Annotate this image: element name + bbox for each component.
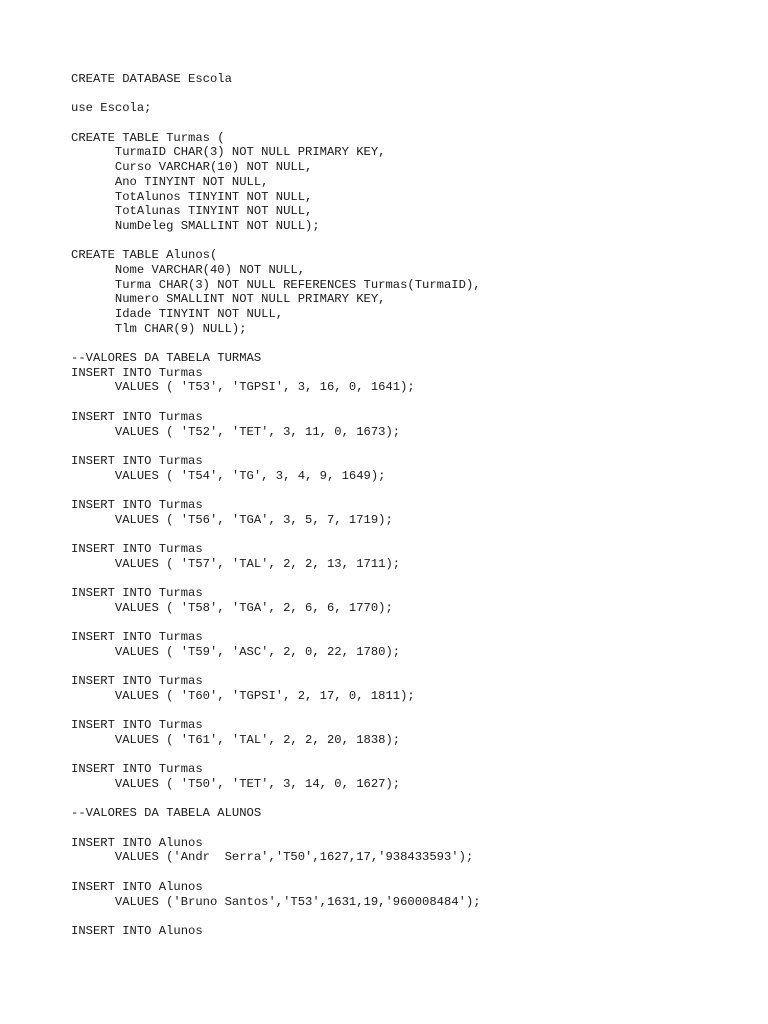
code-line: Curso VARCHAR(10) NOT NULL, xyxy=(71,160,313,175)
code-line: VALUES ( 'T61', 'TAL', 2, 2, 20, 1838); xyxy=(71,732,401,747)
code-line: Ano TINYINT NOT NULL, xyxy=(71,174,269,189)
code-line: VALUES ( 'T54', 'TG', 3, 4, 9, 1649); xyxy=(71,468,386,483)
code-line: VALUES ( 'T53', 'TGPSI', 3, 16, 0, 1641); xyxy=(71,380,415,395)
code-line: VALUES ( 'T57', 'TAL', 2, 2, 13, 1711); xyxy=(71,556,401,571)
code-line xyxy=(71,571,751,586)
code-line: INSERT INTO Turmas xyxy=(71,586,203,601)
code-line: INSERT INTO Turmas xyxy=(71,718,203,733)
code-line xyxy=(71,865,751,880)
code-line: VALUES ( 'T60', 'TGPSI', 2, 17, 0, 1811); xyxy=(71,688,415,703)
code-line: --VALORES DA TABELA TURMAS xyxy=(71,351,262,366)
code-line xyxy=(71,527,751,542)
code-line: INSERT INTO Alunos xyxy=(71,923,203,938)
code-line: INSERT INTO Turmas xyxy=(71,497,203,512)
code-line: VALUES ( 'T56', 'TGA', 3, 5, 7, 1719); xyxy=(71,512,393,527)
code-line: INSERT INTO Turmas xyxy=(71,365,203,380)
code-line xyxy=(71,909,751,924)
code-line: CREATE TABLE Alunos( xyxy=(71,248,218,263)
code-line xyxy=(71,748,751,763)
code-line: TotAlunas TINYINT NOT NULL, xyxy=(71,204,313,219)
code-line: Tlm CHAR(9) NULL); xyxy=(71,321,247,336)
code-line: VALUES ('Bruno Santos','T53',1631,19,'960008484'); xyxy=(71,894,481,909)
code-line: VALUES ( 'T59', 'ASC', 2, 0, 22, 1780); xyxy=(71,644,401,659)
code-line xyxy=(71,87,751,102)
code-line: Idade TINYINT NOT NULL, xyxy=(71,307,284,321)
code-line: INSERT INTO Turmas xyxy=(71,762,203,777)
sql-document xyxy=(71,72,751,939)
code-line: Numero SMALLINT NOT NULL PRIMARY KEY, xyxy=(71,292,386,307)
code-line: --VALORES DA TABELA ALUNOS xyxy=(71,806,262,821)
code-line: Turma CHAR(3) NOT NULL REFERENCES Turmas(TurmaID), xyxy=(71,277,481,292)
code-line: INSERT INTO Turmas xyxy=(71,674,203,689)
code-line: VALUES ('Andr Serra','T50',1627,17,'938433593'); xyxy=(71,850,474,865)
code-line: CREATE TABLE Turmas ( xyxy=(71,130,225,145)
code-line xyxy=(71,116,751,131)
code-line xyxy=(71,483,751,498)
code-line: INSERT INTO Alunos xyxy=(71,879,203,894)
code-line xyxy=(71,704,751,719)
code-line xyxy=(71,234,751,249)
code-line: VALUES ( 'T52', 'TET', 3, 11, 0, 1673); xyxy=(71,424,401,439)
code-line xyxy=(71,821,751,836)
code-line xyxy=(71,336,751,351)
code-line xyxy=(71,615,751,630)
code-line: INSERT INTO Turmas xyxy=(71,630,203,645)
code-line xyxy=(71,439,751,454)
code-line xyxy=(71,395,751,410)
code-line xyxy=(71,660,751,675)
code-line: use Escola; xyxy=(71,101,152,116)
code-line: VALUES ( 'T58', 'TGA', 2, 6, 6, 1770); xyxy=(71,600,393,615)
code-line: INSERT INTO Turmas xyxy=(71,409,203,424)
code-line: TurmaID CHAR(3) NOT NULL PRIMARY KEY, xyxy=(71,145,386,160)
code-line: Nome VARCHAR(40) NOT NULL, xyxy=(71,262,306,277)
code-line: INSERT INTO Turmas xyxy=(71,453,203,468)
code-line: TotAlunos TINYINT NOT NULL, xyxy=(71,189,313,204)
code-line: INSERT INTO Alunos xyxy=(71,835,203,850)
code-line xyxy=(71,792,751,807)
code-line: VALUES ( 'T50', 'TET', 3, 14, 0, 1627); xyxy=(71,777,401,791)
code-line: INSERT INTO Turmas xyxy=(71,542,203,556)
code-line: NumDeleg SMALLINT NOT NULL); xyxy=(71,218,320,233)
code-line: CREATE DATABASE Escola xyxy=(71,72,232,86)
